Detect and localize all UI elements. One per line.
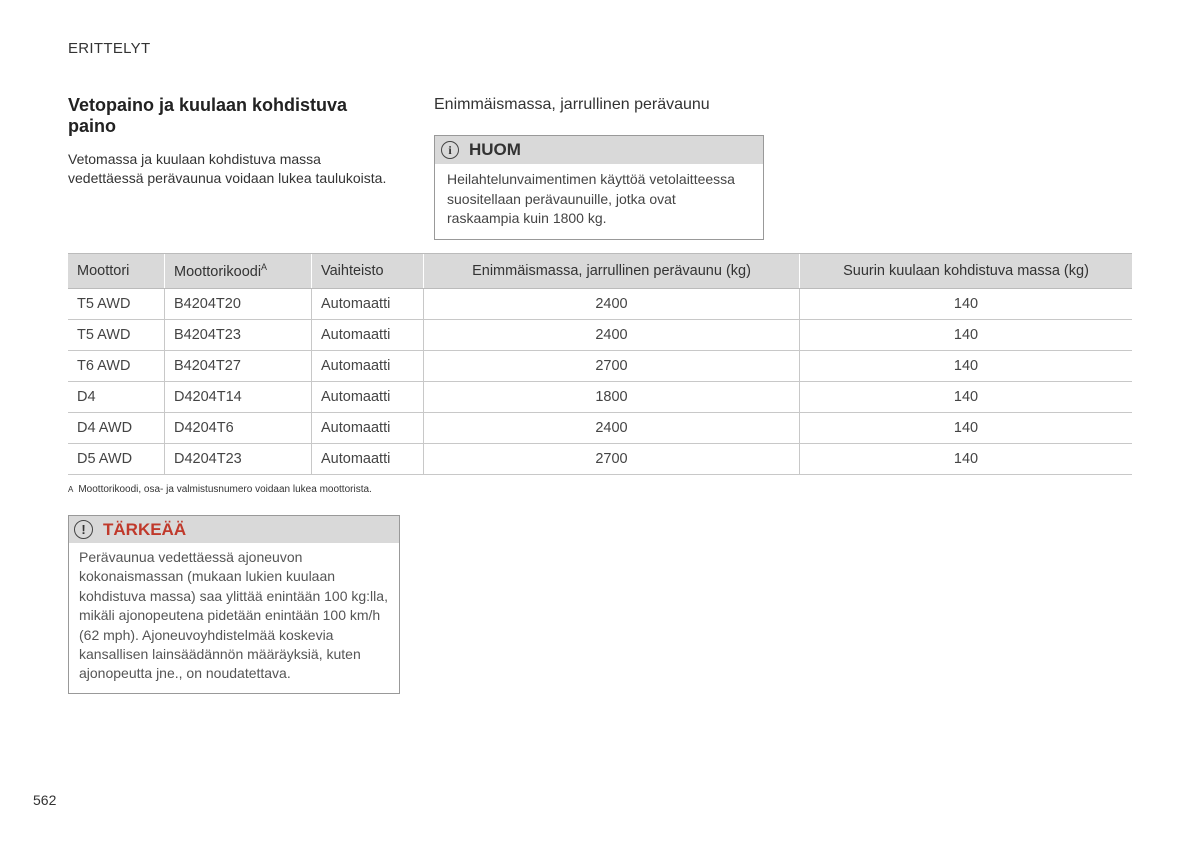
cell-max-trailer: 2700	[424, 351, 800, 382]
page-number: 562	[33, 792, 57, 808]
cell-transmission: Automaatti	[312, 444, 424, 475]
page-heading: Vetopaino ja kuulaan kohdistuva paino	[68, 95, 348, 136]
cell-engine-code: B4204T27	[165, 351, 312, 382]
col-header-max-braked-trailer: Enimmäismassa, jarrullinen perävaunu (kg)	[424, 254, 800, 289]
cell-max-trailer: 2400	[424, 320, 800, 351]
warning-header	[69, 516, 399, 543]
cell-transmission: Automaatti	[312, 382, 424, 413]
cell-transmission: Automaatti	[312, 289, 424, 320]
cell-engine-code: D4204T6	[165, 413, 312, 444]
table-row	[68, 382, 1132, 413]
col-header-engine-code-label: Moottorikoodi	[174, 263, 262, 280]
cell-engine: T6 AWD	[68, 351, 165, 382]
warning-text: Perävaunua vedettäessä ajoneuvon kokonaismassan (mukaan lukien kuulaan kohdistuva massa) saa ylittää enintään 100 kg:lla, mikäli ajonopeutena pidetään enintään 100 km/h (62 mph). Ajoneuvoyhdistelmää koskevia kansallisen lainsäädännön määräyksiä, kuten ajonopeutta jne., on noudatettava.	[79, 549, 388, 682]
cell-engine: T5 AWD	[68, 289, 165, 320]
note-text: Heilahtelunvaimentimen käyttöä vetolaitteessa suositellaan perävaunuille, jotka ovat raskaampia kuin 1800 kg.	[447, 171, 735, 226]
cell-max-trailer: 1800	[424, 382, 800, 413]
cell-ball-load: 140	[800, 413, 1133, 444]
cell-ball-load: 140	[800, 382, 1133, 413]
table-header-row	[68, 254, 1132, 289]
cell-transmission: Automaatti	[312, 320, 424, 351]
table-row	[68, 351, 1132, 382]
table-footnote	[68, 484, 372, 495]
footnote-mark: A	[68, 485, 74, 494]
section-label: ERITTELYT	[68, 40, 151, 57]
subheading: Enimmäismassa, jarrullinen perävaunu	[434, 96, 710, 113]
cell-engine-code: B4204T23	[165, 320, 312, 351]
col-header-engine: Moottori	[68, 254, 165, 289]
towing-table	[68, 253, 1132, 475]
cell-engine-code: D4204T14	[165, 382, 312, 413]
cell-ball-load: 140	[800, 289, 1133, 320]
footnote-ref: A	[261, 262, 268, 273]
cell-transmission: Automaatti	[312, 351, 424, 382]
info-icon: i	[441, 141, 459, 159]
warning-label: TÄRKEÄÄ	[103, 519, 187, 539]
col-header-transmission: Vaihteisto	[312, 254, 424, 289]
cell-engine-code: D4204T23	[165, 444, 312, 475]
cell-transmission: Automaatti	[312, 413, 424, 444]
cell-engine: T5 AWD	[68, 320, 165, 351]
cell-engine: D5 AWD	[68, 444, 165, 475]
cell-max-trailer: 2400	[424, 289, 800, 320]
footnote-text: Moottorikoodi, osa- ja valmistusnumero voidaan lukea moottorista.	[78, 484, 372, 495]
note-label: HUOM	[469, 140, 521, 159]
col-header-max-ball-load: Suurin kuulaan kohdistuva massa (kg)	[800, 254, 1133, 289]
cell-ball-load: 140	[800, 351, 1133, 382]
intro-text: Vetomassa ja kuulaan kohdistuva massa vedettäessä perävaunua voidaan lukea taulukoista.	[68, 151, 387, 186]
cell-max-trailer: 2400	[424, 413, 800, 444]
cell-engine-code: B4204T20	[165, 289, 312, 320]
cell-max-trailer: 2700	[424, 444, 800, 475]
table-row	[68, 320, 1132, 351]
warning-box	[68, 515, 400, 694]
cell-engine: D4	[68, 382, 165, 413]
col-header-engine-code	[165, 254, 312, 289]
note-box	[434, 135, 764, 240]
table-row	[68, 289, 1132, 320]
cell-ball-load: 140	[800, 444, 1133, 475]
cell-ball-load: 140	[800, 320, 1133, 351]
cell-engine: D4 AWD	[68, 413, 165, 444]
table-row	[68, 444, 1132, 475]
note-header	[435, 136, 763, 164]
table-row	[68, 413, 1132, 444]
exclamation-icon: !	[74, 520, 93, 539]
